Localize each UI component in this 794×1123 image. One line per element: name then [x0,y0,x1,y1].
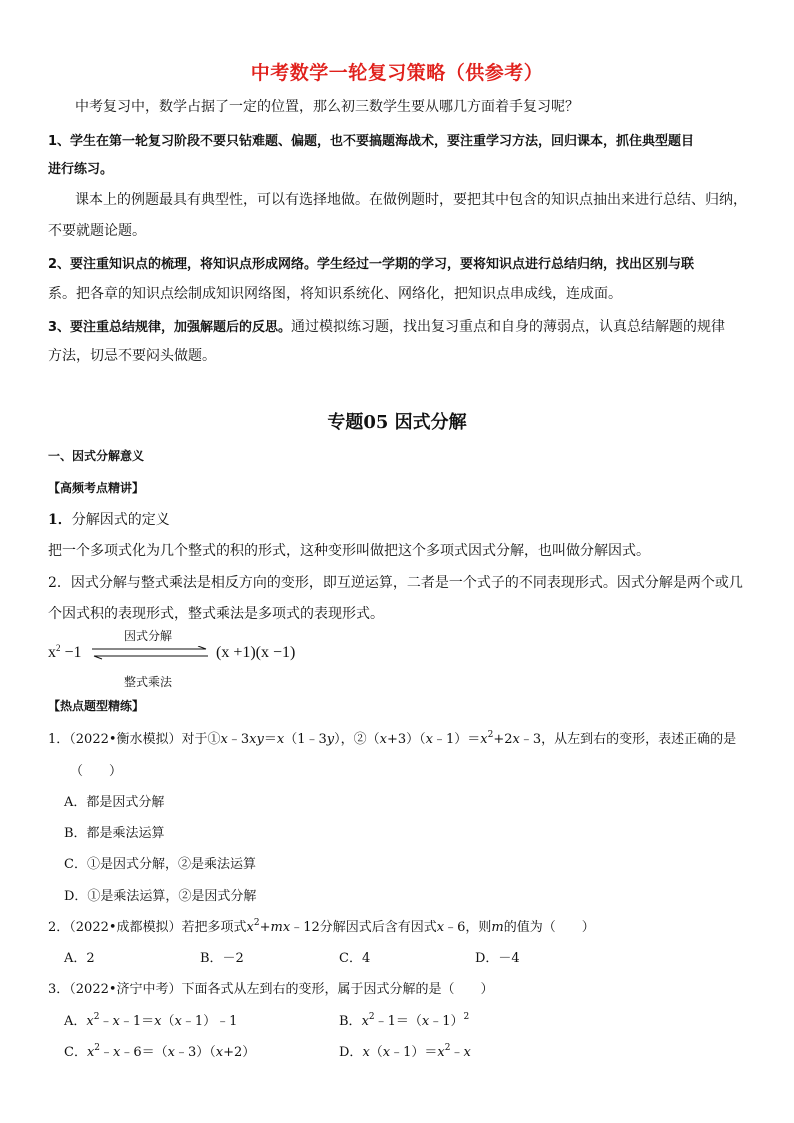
bracket-heading-2: 【热点题型精练】 [48,699,145,713]
diagram-bottom-label: 整式乘法 [124,675,173,689]
question-2-option-a: A．2 [64,951,95,966]
question-3-stem: 3．（2022•济宁中考）下面各式从左到右的变形，属于因式分解的是（ ） [48,982,494,997]
tip3-line2: 方法，切忌不要闷头做题。 [48,348,216,364]
tip1-body-line1: 课本上的例题最具有典型性，可以有选择地做。在做例题时，要把其中包含的知识点抽出来进行总结、归纳， [75,192,747,208]
question-3-option-a: A．$x^2﹣x﹣1=x(x﹣1)﹣1$ [64,1012,238,1029]
question-2-option-b: B．－2 [200,951,244,966]
question-1-stem: 1．（2022•衡水模拟）对于①x﹣3xy＝x（1﹣3y），$②(x+3)(x﹣1)=x^2+2x﹣3$，从左到右的变形，表述正确的是 [48,730,737,747]
section-heading: 一、因式分解意义 [48,449,145,463]
definition-number: 1． [48,512,72,528]
relation-line1: 2．因式分解与整式乘法是相反方向的变形，即互逆运算，二者是一个式子的不同表现形式。因式分解是两个或几 [48,575,743,591]
question-2-option-c: C．4 [339,951,371,966]
question-1-option-a: A．都是因式分解 [64,795,165,810]
tip3-bold: 3、要注重总结规律，加强解题后的反思。 [48,320,292,335]
document-title: 中考数学一轮复习策略（供参考） [250,62,544,84]
tip3-rest: 通过模拟练习题，找出复习重点和自身的薄弱点，认真总结解题的规律 [291,319,726,335]
definition-heading [48,510,170,530]
definition-title: 分解因式的定义 [71,512,170,528]
definition-text: 把一个多项式化为几个整式的积的形式，这种变形叫做把这个多项式因式分解，也叫做分解因式。 [48,543,650,559]
tip2-line1: 2、要注重知识点的梳理，将知识点形成网络。学生经过一学期的学习，要将知识点进行总结归纳，找出区别与联 [48,257,695,272]
question-1-option-d: D．①是乘法运算，②是因式分解 [64,889,257,904]
diagram-top-label: 因式分解 [124,629,173,643]
question-2-option-d: D．－4 [475,951,520,966]
tip3-line1 [48,316,725,337]
topic-title: 专题05 因式分解 [327,412,467,433]
question-1-option-b: B．都是乘法运算 [64,826,165,841]
question-3-option-d: D．$x(x﹣1)=x^2﹣x$ [339,1043,471,1060]
question-1-option-c: C．①是因式分解，②是乘法运算 [64,857,256,872]
question-2-stem: 2．（2022•成都模拟）若把多项式$x^2+mx﹣12$分解因式后含有因式x﹣6，则m的值为（ ） [48,918,595,935]
relation-line2: 个因式积的表现形式，整式乘法是多项式的表现形式。 [48,606,384,622]
intro-paragraph: 中考复习中，数学占据了一定的位置，那么初三数学生要从哪几方面着手复习呢？ [75,99,579,115]
diagram-left-expr: $x^2 -1$ [48,643,82,661]
tip1-line1: 1、学生在第一轮复习阶段不要只钻难题、偏题，也不要搞题海战术，要注重学习方法，回归课本，抓住典型题目 [48,134,695,149]
question-3-option-b: B．$x^2﹣1=(x﹣1)^2$ [339,1012,470,1029]
tip1-line2: 进行练习。 [48,162,114,177]
diagram-arrows [90,646,210,660]
tip2-line2: 系。把各章的知识点绘制成知识网络图，将知识系统化、网络化，把知识点串成线，连成面。 [48,286,622,302]
question-3-option-c: C．$x^2﹣x﹣6=(x﹣3)(x+2)$ [64,1043,256,1060]
question-1-paren: （ ） [70,764,123,779]
diagram-right-expr: (x +1)(x −1) [216,644,296,661]
bracket-heading-1: 【高频考点精讲】 [48,481,145,495]
tip1-body-line2: 不要就题论题。 [48,223,146,239]
